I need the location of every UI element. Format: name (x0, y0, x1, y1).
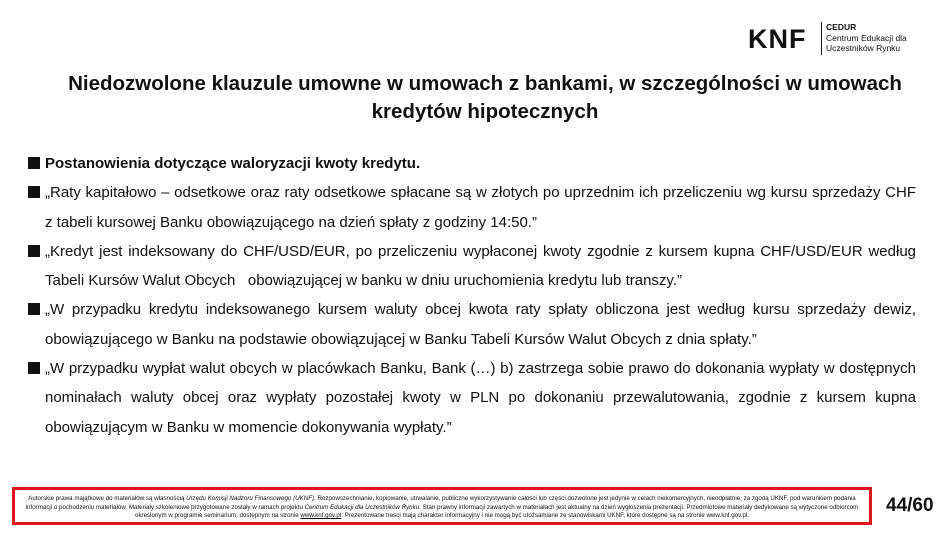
square-bullet-icon (28, 303, 40, 315)
copyright-footer (12, 487, 872, 525)
square-bullet-icon (28, 245, 40, 257)
list-item (28, 354, 916, 442)
footer-italic-2: Centrum Edukacji dla Uczestników Rynku (304, 503, 420, 511)
cedur-text (826, 22, 907, 54)
list-item-text: Postanowienia dotyczące waloryzacji kwoty kredytu. (45, 155, 421, 172)
logo-divider (821, 22, 822, 55)
list-item-text: „W przypadku kredytu indeksowanego kursem waluty obcej kwota raty spłaty obliczona jest według kursu sprzedaży dewiz, obowiązującego w Banku na podstawie obowiązującej w Banku Tabeli Kursów Walut Obcych z dnia spłaty.” (45, 301, 916, 348)
footer-italic-1: Urzędu Komisji Nadzoru Finansowego (UKNF) (186, 495, 315, 502)
footer-text-4: . Prezentowane treści mają charakter informacyjny i nie mogą być utożsamiane ze stanowiskami UKNF, które dostępne są na stronie www.knf.gov.pl. (341, 512, 749, 520)
footer-link-knf[interactable]: www.knf.gov.pl (300, 512, 342, 520)
square-bullet-icon (28, 186, 40, 198)
slide-title: Niedozwolone klauzule umowne w umowach z bankami, w szczególności w umowach kredytów hipotecznych (68, 72, 902, 123)
footer-text-1: Autorskie prawa majątkowe do materiałów są własnością (28, 495, 187, 502)
page-number: 44/60 (886, 495, 934, 516)
knf-logo (748, 22, 943, 56)
cedur-line2: Centrum Edukacji dla (826, 32, 907, 43)
list-item-text: „Raty kapitałowo – odsetkowe oraz raty odsetkowe spłacane są w złotych po uprzednim ich przeliczeniu wg kursu sprzedaży CHF z tabeli kursowej Banku obowiązującego na dzień spłaty z godziny 14:50.” (45, 184, 916, 231)
square-bullet-icon (28, 362, 40, 374)
square-bullet-icon (28, 157, 40, 169)
cedur-line3: Uczestników Rynku (826, 43, 901, 53)
list-item (28, 237, 920, 296)
list-item (28, 178, 916, 237)
footer-text-3: . Stan prawny informacji zawartych w materiałach jest aktualny na dzień wygłoszenia prezentacji. Przedmiotowe materiały dedykowane są wytyczone odbiorcom określonym w programie seminarium, dostępnym na stronie (135, 503, 859, 520)
list-item (28, 149, 916, 178)
list-item-text: „W przypadku wypłat walut obcych w placówkach Banku, Bank (…) b) zastrzega sobie prawo do dokonania wypłaty w dostępnych nominałach waluty obcej oraz wypłaty pozostałej kwoty w PLN po dokonaniu przewalutowania, zgodnie z kursem kupna obowiązującym w Banku w momencie dokonywania wypłaty.” (45, 360, 916, 436)
list-item (28, 295, 916, 354)
footer-text-2: . Rozpowszechnianie, kopiowanie, utrwalanie, publiczne wykorzystywanie całości lub części dozwolone jest jedynie w celach niekomercyjnych, nieodpłatnie, za zgodą UKNF, pod warunkiem podania informacji o pochodzeniu materiałów. Materiały szkoleniowe przygotowane zostały w ramach projektu (25, 495, 856, 511)
knf-brand: KNF (748, 24, 807, 54)
bullet-list (28, 149, 920, 442)
cedur-label: CEDUR (826, 22, 857, 32)
list-item-text: „Kredyt jest indeksowany do CHF/USD/EUR, po przeliczeniu wypłaconej kwoty zgodnie z kursem kupna CHF/USD/EUR według Tabeli Kursów Walut Obcych obowiązującej w banku w dniu uruchomienia kredytu lub transzy.” (45, 242, 920, 290)
